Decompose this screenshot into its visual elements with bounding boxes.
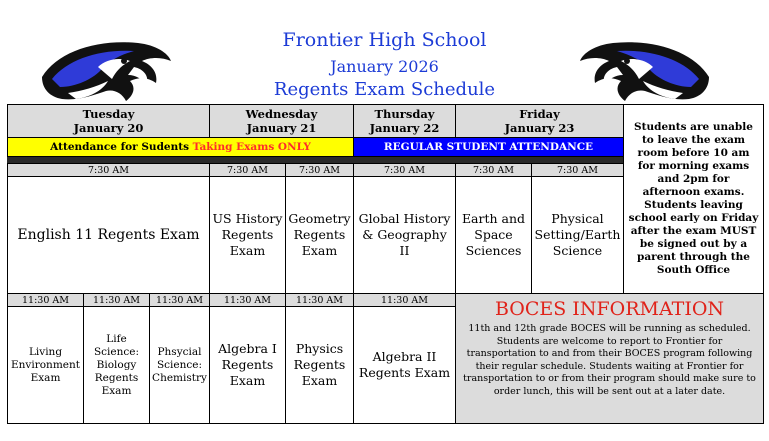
- falcon-head-icon: [38, 37, 173, 105]
- regular-attendance-label: REGULAR STUDENT ATTENDANCE: [383, 141, 594, 153]
- day-date: January 22: [369, 121, 440, 135]
- exam-geometry: Geometry Regents Exam: [285, 176, 354, 294]
- attendance-exams-only-banner: [7, 137, 354, 157]
- time-slot: 11:30 AM: [83, 293, 150, 307]
- attendance-prefix: Attendance for Sudents: [50, 141, 193, 153]
- exam-biology: Life Science: Biology Regents Exam: [83, 306, 150, 424]
- attendance-highlight: Taking Exams ONLY: [192, 141, 311, 153]
- time-slot: 7:30 AM: [7, 163, 210, 177]
- day-date: January 20: [73, 121, 144, 135]
- day-name: Wednesday: [245, 107, 318, 121]
- boces-body: 11th and 12th grade BOCES will be running as scheduled. Students are welcome to report to Frontier for transportation to and from their BOCES program following their regular schedule. Students waiting at Frontier for transportation to or from their program should make sure to order lunch, this will be sent out at a later date.: [463, 323, 756, 397]
- time-slot: 11:30 AM: [353, 293, 456, 307]
- falcon-head-icon: [578, 37, 713, 105]
- schedule-title: Regents Exam Schedule: [273, 79, 496, 100]
- exam-physics: Physics Regents Exam: [285, 306, 354, 424]
- exam-algebra-1: Algebra I Regents Exam: [209, 306, 286, 424]
- month-title: January 2026: [330, 57, 439, 76]
- exam-rules-note: Students are unable to leave the exam room before 10 am for morning exams and 2pm for afternoon exams. Students leaving school early on Friday after the exam MUST be signed out by a parent through the South Office: [623, 104, 764, 294]
- day-date: January 23: [504, 121, 575, 135]
- schedule-table: [0, 104, 769, 428]
- time-slot: 7:30 AM: [455, 163, 532, 177]
- day-name: Friday: [519, 107, 560, 121]
- exam-english-11: English 11 Regents Exam: [7, 176, 210, 294]
- regular-attendance-banner: [353, 137, 624, 157]
- exam-us-history: US History Regents Exam: [209, 176, 286, 294]
- exam-living-environment: Living Environment Exam: [7, 306, 84, 424]
- day-header-wednesday: [209, 104, 354, 138]
- time-slot: 7:30 AM: [353, 163, 456, 177]
- time-slot: 7:30 AM: [285, 163, 354, 177]
- time-slot: 11:30 AM: [7, 293, 84, 307]
- time-slot: 11:30 AM: [209, 293, 286, 307]
- time-slot: 11:30 AM: [285, 293, 354, 307]
- exam-algebra-2: Algebra II Regents Exam: [353, 306, 456, 424]
- time-slot: 11:30 AM: [149, 293, 210, 307]
- day-name: Thursday: [374, 107, 435, 121]
- boces-info-panel: [455, 293, 764, 424]
- day-name: Tuesday: [82, 107, 135, 121]
- school-title: Frontier High School: [282, 29, 487, 51]
- exam-earth-science: Physical Setting/Earth Science: [531, 176, 624, 294]
- exam-global-history: Global History & Geography II: [353, 176, 456, 294]
- day-header-thursday: [353, 104, 456, 138]
- day-header-tuesday: [7, 104, 210, 138]
- time-slot: 7:30 AM: [531, 163, 624, 177]
- day-date: January 21: [246, 121, 317, 135]
- exam-earth-space: Earth and Space Sciences: [455, 176, 532, 294]
- time-slot: 7:30 AM: [209, 163, 286, 177]
- exam-chemistry: Phsycial Science: Chemistry: [149, 306, 210, 424]
- day-header-friday: [455, 104, 624, 138]
- boces-title: BOCES INFORMATION: [494, 298, 725, 320]
